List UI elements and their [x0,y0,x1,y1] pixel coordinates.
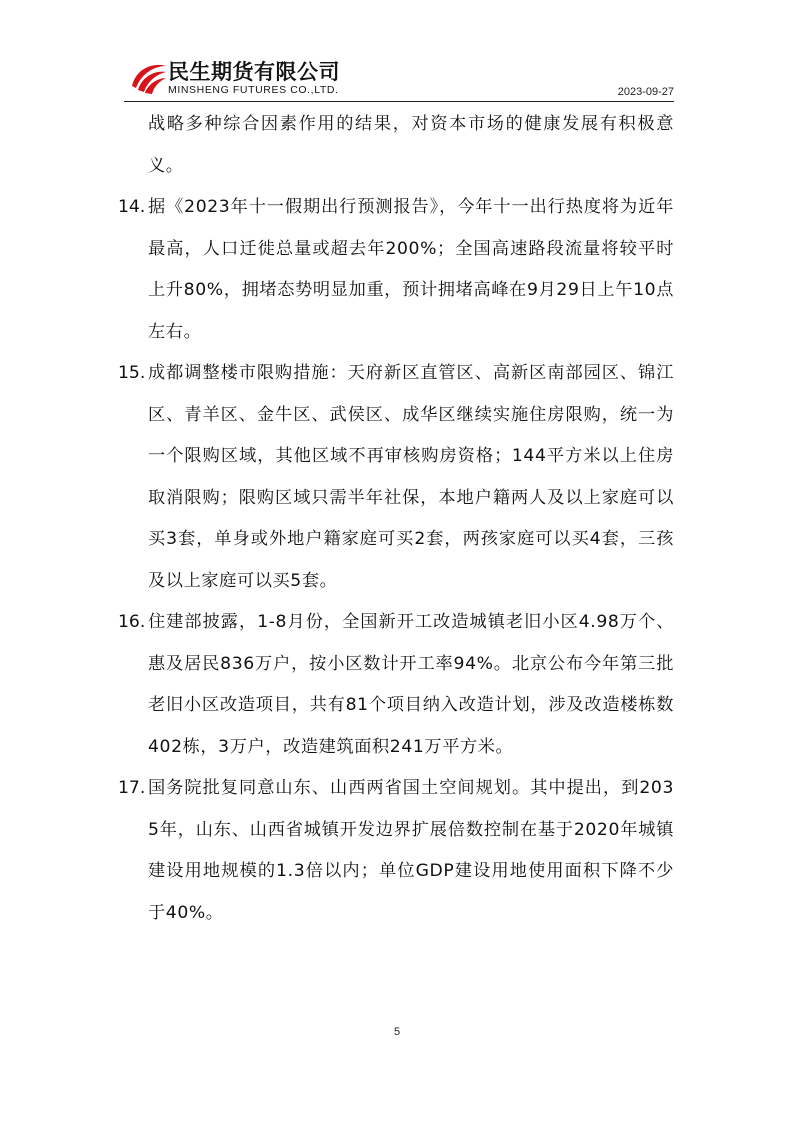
item-text: 成都调整楼市限购措施：天府新区直管区、高新区南部园区、锦江区、青羊区、金牛区、武侯区、成华区继续实施住房限购，统一为一个限购区域，其他区域不再审核购房资格；144平方米以上住房取消限购；限购区域只需半年社保，本地户籍两人及以上家庭可以买3套，单身或外地户籍家庭可买2套，两孩家庭可以买4套，三孩及以上家庭可以买5套。 [148,363,674,591]
item-text: 据《2023年十一假期出行预测报告》，今年十一出行热度将为近年最高，人口迁徙总量或超去年200%；全国高速路段流量将较平时上升80%，拥堵态势明显加重，预计拥堵高峰在9月29日上午10点左右。 [148,197,674,342]
item-number: 17. [118,778,146,798]
list-item [118,602,674,768]
header-divider [124,101,674,102]
continued-paragraph: 战略多种综合因素作用的结果，对资本市场的健康发展有积极意义。 [148,114,674,176]
item-number: 14. [118,197,146,217]
item-text: 国务院批复同意山东、山西两省国土空间规划。其中提出，到2035年，山东、山西省城镇开发边界扩展倍数控制在基于2020年城镇建设用地规模的1.3倍以内；单位GDP建设用地使用面积下降不少于40%。 [148,778,674,923]
item-text: 住建部披露，1-8月份，全国新开工改造城镇老旧小区4.98万个、惠及居民836万户，按小区数计开工率94%。北京公布今年第三批老旧小区改造项目，共有81个项目纳入改造计划，涉及改造楼栋数402栋，3万户，改造建筑面积241万平方米。 [148,612,674,757]
company-name-en: MINSHENG FUTURES CO.,LTD. [168,84,339,96]
swoosh-logo-icon [128,56,170,98]
page-header [124,54,674,102]
page-number: 5 [393,1026,401,1038]
item-number: 16. [118,612,146,632]
item-number: 15. [118,363,146,383]
list-item [118,353,674,602]
company-logo [124,54,364,100]
main-content [118,104,674,934]
list-item [118,187,674,353]
report-date: 2023-09-27 [617,86,674,98]
company-name-cn: 民生期货有限公司 [168,60,340,84]
list-item [118,768,674,934]
